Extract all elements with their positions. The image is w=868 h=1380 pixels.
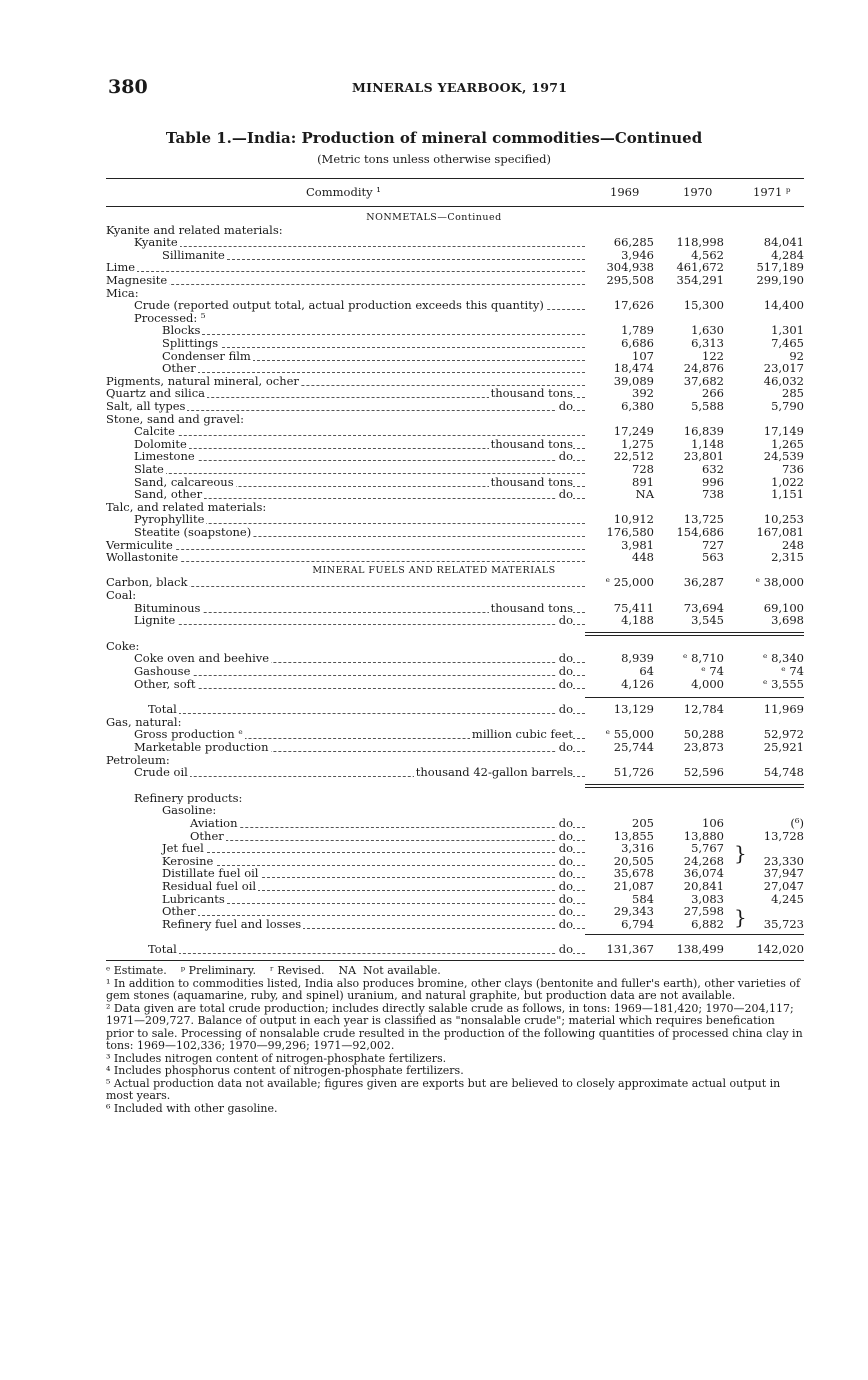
value-1969: 131,367	[606, 942, 654, 957]
row-label: Wollastonite	[106, 550, 179, 565]
row-unit: million cubic feet	[471, 727, 573, 742]
leader-dots	[134, 611, 585, 628]
value-1971: 17,149	[763, 424, 804, 439]
value-1971: 23,017	[763, 361, 804, 376]
row-label: Lubricants	[162, 891, 225, 906]
row-label: Sand, calcareous	[134, 474, 234, 489]
footnotes	[106, 965, 804, 1115]
value-1969: 22,512	[613, 449, 654, 464]
row-unit: do	[558, 651, 573, 666]
value-1971: ᵉ 8,340	[762, 651, 804, 666]
row-label: Gross production ᵉ	[134, 727, 243, 742]
footnote-legend: ᵉ Estimate. ᵖ Preliminary. ʳ Revised. NA Not available.	[106, 964, 441, 977]
value-1969: 4,188	[621, 613, 654, 628]
leader-dots	[148, 700, 585, 717]
value-1970: 138,499	[676, 942, 724, 957]
row-unit: do	[558, 841, 573, 856]
value-1971: 84,041	[763, 235, 804, 250]
table-row	[0, 299, 868, 312]
value-1971: 69,100	[763, 600, 804, 615]
row-unit: do	[558, 664, 573, 678]
value-1971: 299,190	[756, 273, 804, 287]
value-1969: 392	[632, 386, 654, 401]
row-label: Residual fuel oil	[162, 879, 257, 893]
value-1971: 517,189	[756, 260, 804, 275]
value-1971: 736	[782, 462, 804, 476]
value-1971: 35,723	[763, 916, 804, 931]
row-unit: thousand tons	[490, 474, 573, 489]
value-1970: 1,630	[691, 323, 724, 338]
value-1971: 25,921	[763, 740, 804, 754]
row-label: Bituminous	[134, 600, 201, 615]
value-1969: 584	[632, 891, 654, 906]
header-1970: 1970	[683, 185, 713, 199]
table-row	[0, 766, 868, 779]
section-heading: MINERAL FUELS AND RELATED MATERIALS	[312, 564, 556, 576]
petroleum-double-rule-b	[585, 787, 804, 788]
row-unit: do	[558, 904, 573, 919]
value-1971: 11,969	[763, 702, 804, 717]
value-1969: ᵉ 25,000	[605, 575, 654, 590]
value-1971: 248	[782, 537, 804, 552]
value-1971: 3,698	[771, 613, 804, 628]
row-label: Lignite	[134, 613, 176, 628]
value-1971: ᵉ 38,000	[755, 575, 804, 590]
row-label: Marketable production	[134, 740, 269, 754]
value-1971: 7,465	[771, 336, 804, 350]
page-number: 380	[108, 76, 148, 98]
value-1970: 632	[702, 462, 724, 476]
value-1969: 21,087	[613, 879, 654, 893]
value-1969: 17,626	[613, 298, 654, 313]
value-1969: 17,249	[613, 424, 654, 439]
value-1970: 13,880	[683, 828, 724, 843]
row-label: Other	[162, 361, 196, 376]
row-unit: thousand tons	[490, 436, 573, 451]
value-1970: 461,672	[676, 260, 724, 275]
section-heading: NONMETALS—Continued	[366, 212, 502, 223]
row-label: Total	[148, 942, 177, 957]
value-1971: 1,022	[771, 474, 804, 489]
coal-double-rule-a	[585, 632, 804, 633]
value-1969: 8,939	[621, 651, 654, 666]
running-head: MINERALS YEARBOOK, 1971	[352, 80, 568, 95]
leader-dots	[106, 271, 585, 285]
value-1970: 50,288	[683, 727, 724, 742]
row-label: Processed: ⁵	[134, 310, 206, 325]
petroleum-double-rule-a	[585, 784, 804, 785]
row-label: Refinery fuel and losses	[162, 916, 302, 931]
row-unit: do	[558, 816, 573, 830]
value-1970: 13,725	[683, 512, 724, 527]
row-label: Other	[162, 904, 196, 919]
footnote-1: ¹ In addition to commodities listed, India also produces bromine, other clays (bentonite and fuller's earth), other varieties of gem stones (aquamarine, ruby, and spinel) uranium, and natural graphite, but production data are not available.	[106, 976, 801, 1002]
value-1969: 205	[632, 816, 654, 830]
row-label: Condenser film	[162, 348, 251, 363]
value-1969: ᵉ 55,000	[605, 727, 654, 742]
row-unit: do	[558, 449, 573, 464]
row-label: Magnesite	[106, 273, 168, 287]
value-1970: 20,841	[683, 879, 724, 893]
row-unit: do	[558, 828, 573, 843]
value-1969: 6,794	[621, 916, 654, 931]
row-unit: do	[558, 676, 573, 691]
row-label: Gashouse	[134, 664, 191, 678]
table-subtitle: (Metric tons unless otherwise specified)	[317, 152, 551, 166]
footnote-2: ² Data given are total crude production; includes directly salable crude as follows, in tons: 1969—181,420; 1970—204,117; 1971—209,727. Balance of output in each year is classified as "nonsalable crude"; material which requires benefication prior to sale. Processing of nonsalable crude resulted in the production of the following quantities of processed china clay in tons: 1969—102,336; 1970—99,296; 1971—92,002.	[106, 1001, 803, 1052]
row-label: Limestone	[134, 449, 195, 464]
value-1970: 5,588	[691, 399, 724, 413]
value-1971: 14,400	[763, 298, 804, 313]
value-1971: 285	[782, 386, 804, 401]
value-1969: 25,744	[613, 740, 654, 754]
row-label: Gasoline:	[162, 803, 217, 818]
value-1970: 12,784	[683, 702, 724, 717]
value-1970: 154,686	[676, 525, 724, 539]
row-unit: thousand 42-gallon barrels	[415, 765, 573, 780]
row-label: Steatite (soapstone)	[134, 525, 252, 539]
row-unit: do	[558, 613, 573, 628]
row-label: Lime	[106, 260, 136, 275]
row-unit: do	[558, 866, 573, 881]
value-1970: 118,998	[676, 235, 724, 250]
value-1970: 1,148	[691, 436, 724, 451]
value-1969: 448	[632, 550, 654, 565]
value-1971: ᵉ 3,555	[762, 676, 804, 691]
value-1971: 24,539	[763, 449, 804, 464]
value-1970: 15,300	[683, 298, 724, 313]
footnote-4: ⁴ Includes phosphorus content of nitrogen-phosphate fertilizers.	[106, 1064, 464, 1077]
value-1969: 304,938	[606, 260, 654, 275]
value-1969: 3,316	[621, 841, 654, 856]
row-label: Gas, natural:	[106, 714, 182, 729]
value-1969: 39,089	[613, 373, 654, 388]
value-1969: 1,789	[621, 323, 654, 338]
value-1969: 29,343	[613, 904, 654, 919]
table-row	[0, 792, 868, 805]
value-1971: 4,245	[771, 891, 804, 906]
value-1970: 996	[702, 474, 724, 489]
leader-dots	[134, 675, 585, 689]
leader-dots	[148, 940, 585, 957]
row-label: Aviation	[190, 816, 238, 830]
row-label: Other	[190, 828, 224, 843]
row-label: Jet fuel	[162, 841, 204, 856]
coke-subtotal-rule	[585, 697, 804, 698]
value-1970: 73,694	[683, 600, 724, 615]
table-bottom-rule	[106, 960, 804, 961]
row-label: Sillimanite	[162, 247, 225, 262]
value-1970: 266	[702, 386, 724, 401]
value-1970: 52,596	[683, 765, 724, 780]
footnote-5: ⁵ Actual production data not available; figures given are exports but are believed to closely approximate actual output in most years.	[106, 1076, 781, 1102]
value-1971: 92	[789, 348, 804, 363]
row-label: Petroleum:	[106, 752, 170, 767]
footnote-6: ⁶ Included with other gasoline.	[106, 1101, 278, 1115]
value-1969: 64	[639, 664, 654, 678]
value-1970: 3,545	[691, 613, 724, 628]
header-1969: 1969	[610, 185, 640, 199]
value-1971: 27,047	[763, 879, 804, 893]
brace-other-refinery: }	[734, 905, 747, 929]
value-1971: 4,284	[771, 247, 804, 262]
row-label: Coal:	[106, 588, 137, 602]
value-1970: 36,287	[683, 575, 724, 590]
value-1970: ᵉ 8,710	[682, 651, 724, 666]
row-label: Carbon, black	[106, 575, 188, 590]
value-1970: 354,291	[676, 273, 724, 287]
table-row	[0, 551, 868, 564]
value-1969: NA	[635, 487, 654, 502]
value-1969: 51,726	[613, 765, 654, 780]
value-1969: 176,580	[606, 525, 654, 539]
footnote-3: ³ Includes nitrogen content of nitrogen-phosphate fertilizers.	[106, 1051, 447, 1065]
value-1970: 5,767	[691, 841, 724, 856]
row-label: Mica:	[106, 285, 139, 300]
row-unit: do	[558, 891, 573, 906]
value-1971: 2,315	[771, 550, 804, 565]
value-1970: 16,839	[683, 424, 724, 439]
value-1969: 107	[632, 348, 654, 363]
value-1971: ᵉ 74	[781, 664, 804, 678]
refinery-subtotal-rule	[585, 934, 804, 935]
value-1970: 23,873	[683, 740, 724, 754]
row-unit: do	[558, 853, 573, 868]
value-1971: 54,748	[763, 765, 804, 780]
value-1969: 66,285	[613, 235, 654, 250]
row-label: Salt, all types	[106, 399, 186, 413]
row-label: Slate	[134, 462, 164, 476]
row-label: Splittings	[162, 336, 219, 350]
value-1970: 106	[702, 816, 724, 830]
value-1969: 3,981	[621, 537, 654, 552]
row-unit: do	[558, 487, 573, 502]
value-1969: 75,411	[613, 600, 654, 615]
value-1969: 10,912	[613, 512, 654, 527]
value-1971: 1,151	[771, 487, 804, 502]
value-1970: 6,313	[691, 336, 724, 350]
row-unit: do	[558, 702, 573, 717]
value-1971: 5,790	[771, 399, 804, 413]
row-label: Crude (reported output total, actual production exceeds this quantity)	[134, 298, 544, 313]
brace-jet-kerosine: }	[734, 841, 747, 865]
coal-double-rule-b	[585, 635, 804, 636]
value-1971: 167,081	[756, 525, 804, 539]
row-label: Crude oil	[134, 765, 188, 780]
value-1970: 122	[702, 348, 724, 363]
row-unit: do	[558, 740, 573, 754]
table-title: Table 1.—India: Production of mineral commodities—Continued	[165, 129, 703, 147]
value-1970: 727	[702, 537, 724, 552]
value-1971: 142,020	[756, 942, 804, 957]
row-label: Total	[148, 702, 177, 717]
value-1969: 18,474	[613, 361, 654, 376]
value-1970: 24,876	[683, 361, 724, 376]
row-label: Distillate fuel oil	[162, 866, 259, 881]
value-1971: 13,728	[763, 828, 804, 843]
header-1971: 1971 ᵖ	[753, 185, 791, 199]
row-label: Refinery products:	[134, 790, 243, 805]
value-1970: 37,682	[683, 373, 724, 388]
row-label: Stone, sand and gravel:	[106, 411, 244, 426]
row-label: Pigments, natural mineral, ocher	[106, 373, 299, 388]
value-1970: 23,801	[683, 449, 724, 464]
row-label: Coke:	[106, 638, 140, 653]
row-label: Sand, other	[134, 487, 203, 502]
value-1969: 20,505	[613, 853, 654, 868]
value-1970: 36,074	[683, 866, 724, 881]
value-1969: 1,275	[621, 436, 654, 451]
row-label: Coke oven and beehive	[134, 651, 270, 666]
row-unit: thousand tons	[490, 600, 573, 615]
row-label: Kerosine	[162, 853, 214, 868]
row-unit: do	[558, 399, 573, 413]
table-row	[0, 943, 868, 956]
value-1970: 27,598	[683, 904, 724, 919]
value-1971: 37,947	[763, 866, 804, 881]
value-1971: 1,265	[771, 436, 804, 451]
value-1971: 10,253	[763, 512, 804, 527]
row-label: Kyanite	[134, 235, 178, 250]
row-label: Talc, and related materials:	[106, 499, 267, 514]
value-1969: 295,508	[606, 273, 654, 287]
value-1970: 4,562	[691, 247, 724, 262]
value-1969: 3,946	[621, 247, 654, 262]
value-1969: 6,380	[621, 399, 654, 413]
value-1970: 6,882	[691, 916, 724, 931]
value-1969: 4,126	[621, 676, 654, 691]
value-1970: 563	[702, 550, 724, 565]
value-1970: 3,083	[691, 891, 724, 906]
row-label: Dolomite	[134, 436, 187, 451]
row-label: Vermiculite	[106, 537, 173, 552]
value-1971: 46,032	[763, 373, 804, 388]
row-label: Blocks	[162, 323, 201, 338]
row-label: Other, soft	[134, 676, 196, 691]
row-unit: do	[558, 916, 573, 931]
value-1970: 4,000	[691, 676, 724, 691]
value-1969: 891	[632, 474, 654, 489]
value-1971: 1,301	[771, 323, 804, 338]
value-1971: 52,972	[763, 727, 804, 742]
value-1969: 6,686	[621, 336, 654, 350]
row-unit: do	[558, 879, 573, 893]
value-1969: 13,129	[613, 702, 654, 717]
row-label: Quartz and silica	[106, 386, 206, 401]
value-1969: 13,855	[613, 828, 654, 843]
value-1969: 35,678	[613, 866, 654, 881]
row-unit: do	[558, 942, 573, 957]
header-commodity: Commodity ¹	[306, 185, 381, 199]
row-label: Calcite	[134, 424, 175, 439]
row-label: Kyanite and related materials:	[106, 222, 283, 237]
value-1970: ᵉ 74	[701, 664, 724, 678]
table-row	[0, 678, 868, 691]
row-unit: thousand tons	[490, 386, 573, 401]
table-row	[0, 614, 868, 627]
row-label: Pyrophyllite	[134, 512, 205, 527]
value-1971: 23,330	[763, 853, 804, 868]
value-1970: 738	[702, 487, 724, 502]
value-1971: (⁶)	[790, 816, 804, 830]
value-1970: 24,268	[683, 853, 724, 868]
value-1969: 728	[632, 462, 654, 476]
